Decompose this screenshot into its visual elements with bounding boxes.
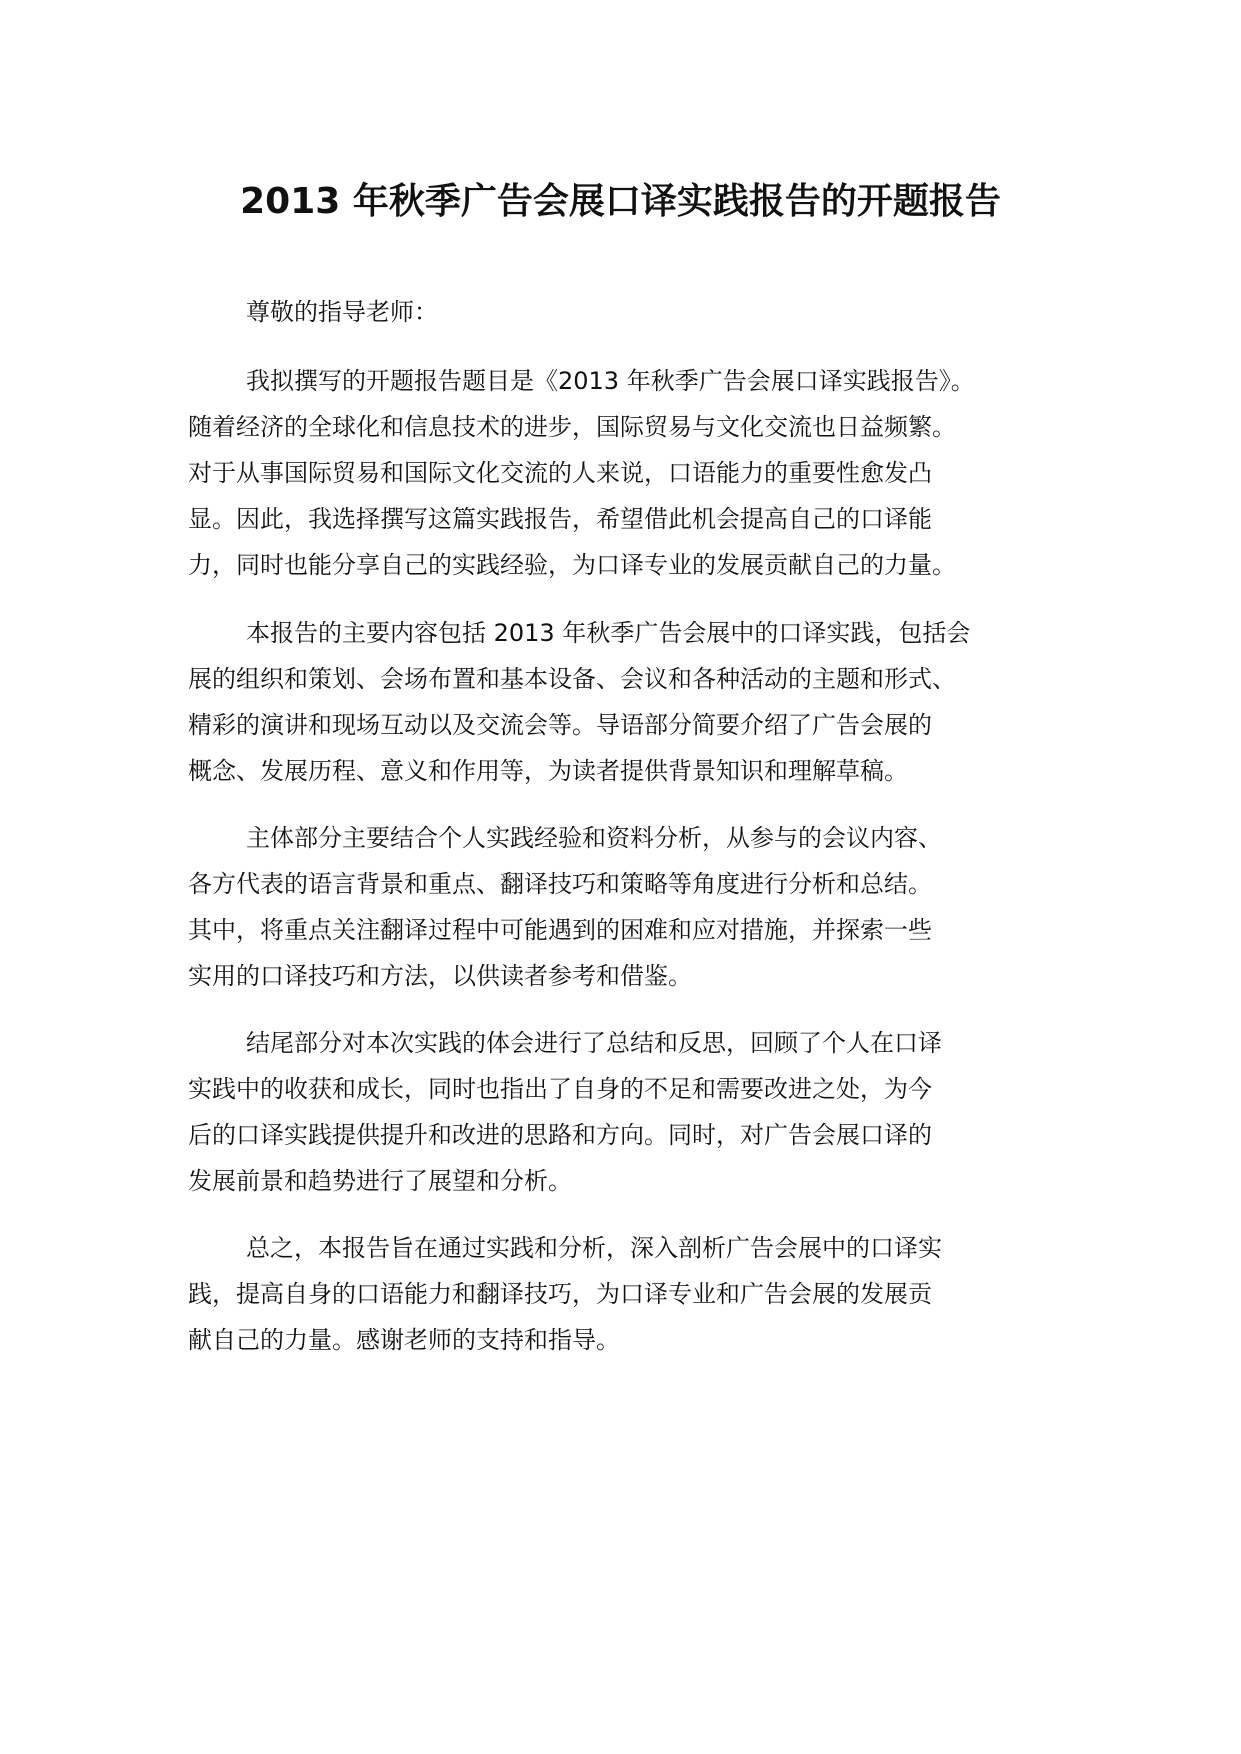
paragraph-2 [188,610,1068,794]
paragraph-line: 随着经济的全球化和信息技术的进步，国际贸易与文化交流也日益频繁。 [188,413,956,441]
paragraph-1 [188,358,1068,588]
paragraph-line: 总之，本报告旨在通过实践和分析，深入剖析广告会展中的口译实 [246,1234,942,1262]
paragraph-line: 实用的口译技巧和方法，以供读者参考和借鉴。 [188,962,692,990]
paragraph-line: 精彩的演讲和现场互动以及交流会等。导语部分简要介绍了广告会展的 [188,711,932,739]
paragraph-line: 主体部分主要结合个人实践经验和资料分析，从参与的会议内容、 [246,824,942,852]
paragraph-line: 后的口译实践提供提升和改进的思路和方向。同时，对广告会展口译的 [188,1121,932,1149]
paragraph-line: 献自己的力量。感谢老师的支持和指导。 [188,1326,620,1354]
paragraph-line: 展的组织和策划、会场布置和基本设备、会议和各种活动的主题和形式、 [188,665,956,693]
paragraph-line: 力，同时也能分享自己的实践经验，为口译专业的发展贡献自己的力量。 [188,551,956,579]
paragraph-4 [188,1020,1068,1204]
paragraph-line: 实践中的收获和成长，同时也指出了自身的不足和需要改进之处，为今 [188,1075,932,1103]
paragraph-line: 显。因此，我选择撰写这篇实践报告，希望借此机会提高自己的口译能 [188,505,932,533]
paragraph-line: 对于从事国际贸易和国际文化交流的人来说，口语能力的重要性愈发凸 [188,459,932,487]
paragraph-line: 概念、发展历程、意义和作用等，为读者提供背景知识和理解草稿。 [188,757,908,785]
salutation: 尊敬的指导老师： [246,298,438,326]
paragraph-line: 其中，将重点关注翻译过程中可能遇到的困难和应对措施，并探索一些 [188,916,932,944]
paragraph-line: 结尾部分对本次实践的体会进行了总结和反思，回顾了个人在口译 [246,1029,942,1057]
paragraph-line: 发展前景和趋势进行了展望和分析。 [188,1167,572,1195]
paragraph-5 [188,1225,1068,1363]
document-title: 2013 年秋季广告会展口译实践报告的开题报告 [240,181,1001,222]
paragraph-line: 践，提高自身的口语能力和翻译技巧，为口译专业和广告会展的发展贡 [188,1280,932,1308]
paragraph-line: 各方代表的语言背景和重点、翻译技巧和策略等角度进行分析和总结。 [188,870,932,898]
paragraph-line: 本报告的主要内容包括 2013 年秋季广告会展中的口译实践，包括会 [246,619,971,647]
paragraph-3 [188,815,1068,999]
paragraph-line: 我拟撰写的开题报告题目是《2013 年秋季广告会展口译实践报告》。 [246,367,975,395]
